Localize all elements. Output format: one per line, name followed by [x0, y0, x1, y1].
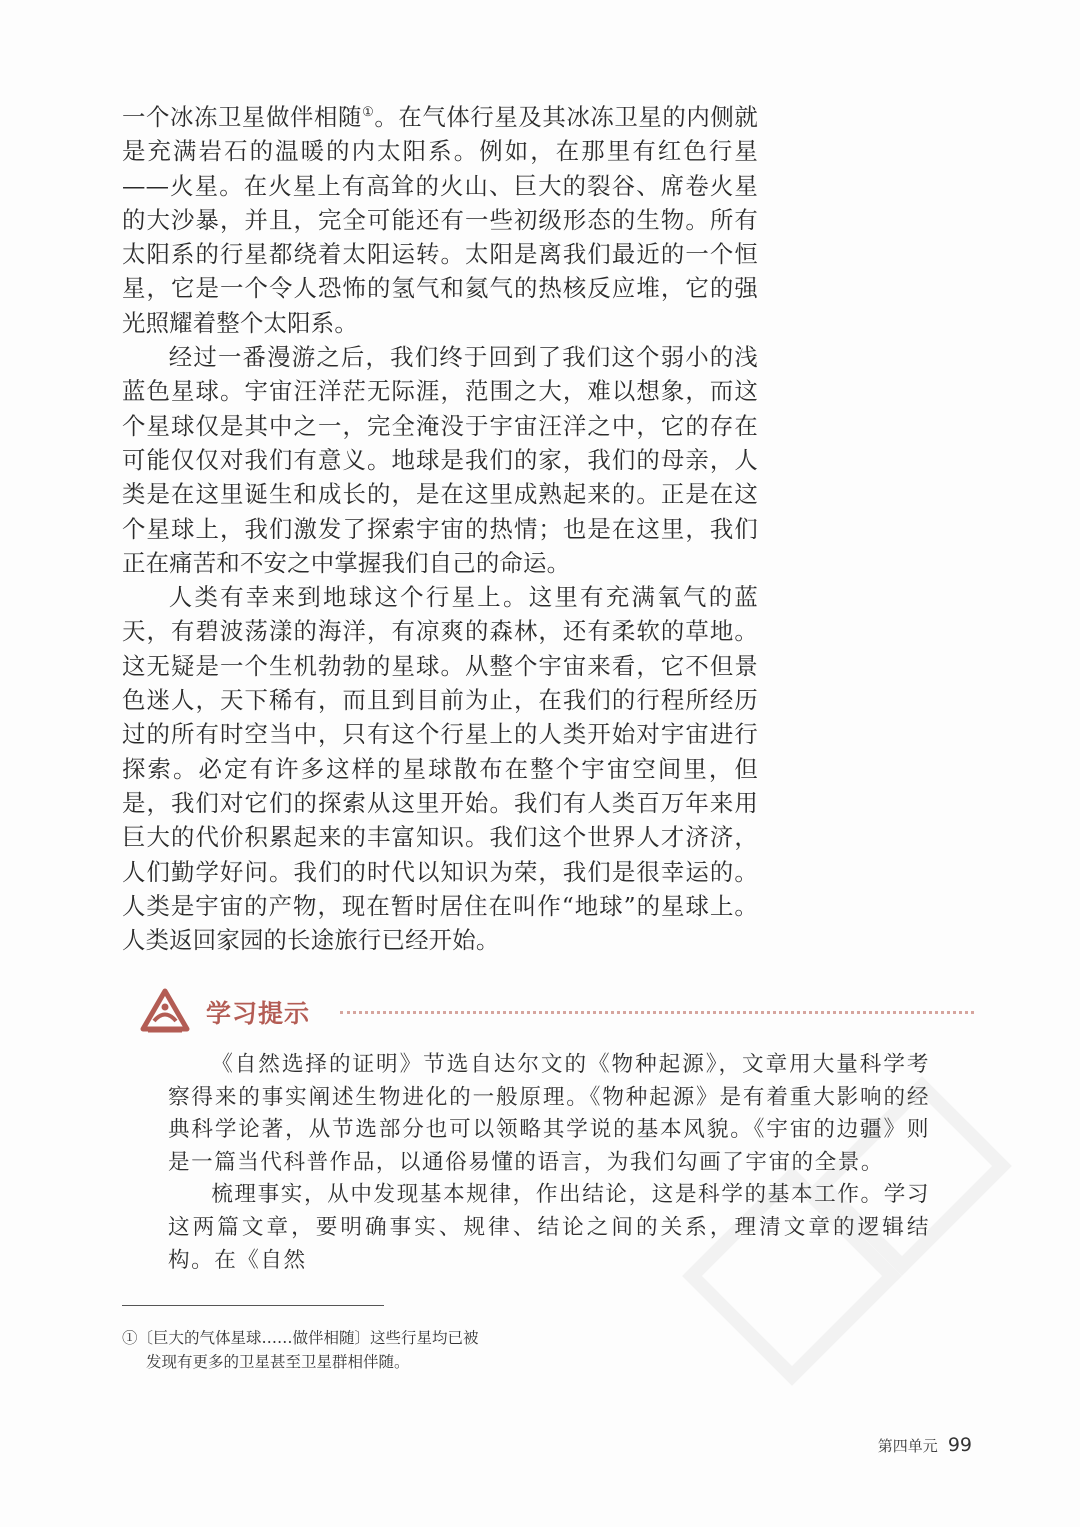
footnote	[122, 1326, 542, 1374]
tips-paragraph-2: 梳理事实，从中发现基本规律，作出结论，这是科学的基本工作。学习这两篇文章，要明确事实、规律、结论之间的关系，理清文章的逻辑结构。在《自然	[168, 1182, 930, 1273]
main-text	[122, 100, 758, 957]
paragraph-1-text-b: 。在气体行星及其冰冻卫星的内侧就是充满岩石的温暖的内太阳系。例如，在那里有红色行星——火星。在火星上有高耸的火山、巨大的裂谷、席卷火星的大沙暴，并且，完全可能还有一些初级形态的生物。所有太阳系的行星都绕着太阳运转。太阳是离我们最近的一个恒星，它是一个令人恐怖的氢气和氦气的热核反应堆，它的强光照耀着整个太阳系。	[122, 103, 759, 337]
footnote-line-2: 发现有更多的卫星甚至卫星群相伴随。	[146, 1353, 410, 1371]
footnote-line-1: ①〔巨大的气体星球……做伴相随〕这些行星均已被	[122, 1329, 479, 1347]
tips-paragraph-1: 《自然选择的证明》节选自达尔文的《物种起源》，文章用大量科学考察得来的事实阐述生物进化的一般原理。《物种起源》是有着重大影响的经典科学论著，从节选部分也可以领略其学说的基本风貌。《宇宙的边疆》则是一篇当代科普作品，以通俗易懂的语言，为我们勾画了宇宙的全景。	[168, 1052, 930, 1175]
footnote-divider	[122, 1305, 384, 1306]
study-tips-icon	[140, 988, 190, 1034]
watermark-graphic	[672, 1066, 1012, 1396]
paragraph-1	[122, 100, 758, 340]
study-tips-title: 学习提示	[206, 999, 311, 1028]
page-footer	[878, 1434, 972, 1456]
page-number: 99	[947, 1434, 972, 1456]
study-tips-header	[140, 988, 976, 1036]
paragraph-2: 经过一番漫游之后，我们终于回到了我们这个弱小的浅蓝色星球。宇宙汪洋茫无际涯，范围之大，难以想象，而这个星球仅是其中之一，完全淹没于宇宙汪洋之中，它的存在可能仅仅对我们有意义。地球是我们的家，我们的母亲，人类是在这里诞生和成长的，是在这里成熟起来的。正是在这个星球上，我们激发了探索宇宙的热情；也是在这里，我们正在痛苦和不安之中掌握我们自己的命运。	[122, 343, 758, 577]
paragraph-1-text-a: 一个冰冻卫星做伴相随	[122, 103, 363, 131]
footnote-marker[interactable]: ①	[362, 105, 375, 120]
dotted-divider	[340, 1011, 974, 1014]
paragraph-3: 人类有幸来到地球这个行星上。这里有充满氧气的蓝天，有碧波荡漾的海洋，有凉爽的森林，还有柔软的草地。这无疑是一个生机勃勃的星球。从整个宇宙来看，它不但景色迷人，天下稀有，而且到目前为止，在我们的行程所经历过的所有时空当中，只有这个行星上的人类开始对宇宙进行探索。必定有许多这样的星球散布在整个宇宙空间里，但是，我们对它们的探索从这里开始。我们有人类百万年来用巨大的代价积累起来的丰富知识。我们这个世界人才济济，人们勤学好问。我们的时代以知识为荣，我们是很幸运的。人类是宇宙的产物，现在暂时居住在叫作“地球”的星球上。人类返回家园的长途旅行已经开始。	[122, 583, 758, 955]
unit-label: 第四单元	[877, 1437, 938, 1455]
